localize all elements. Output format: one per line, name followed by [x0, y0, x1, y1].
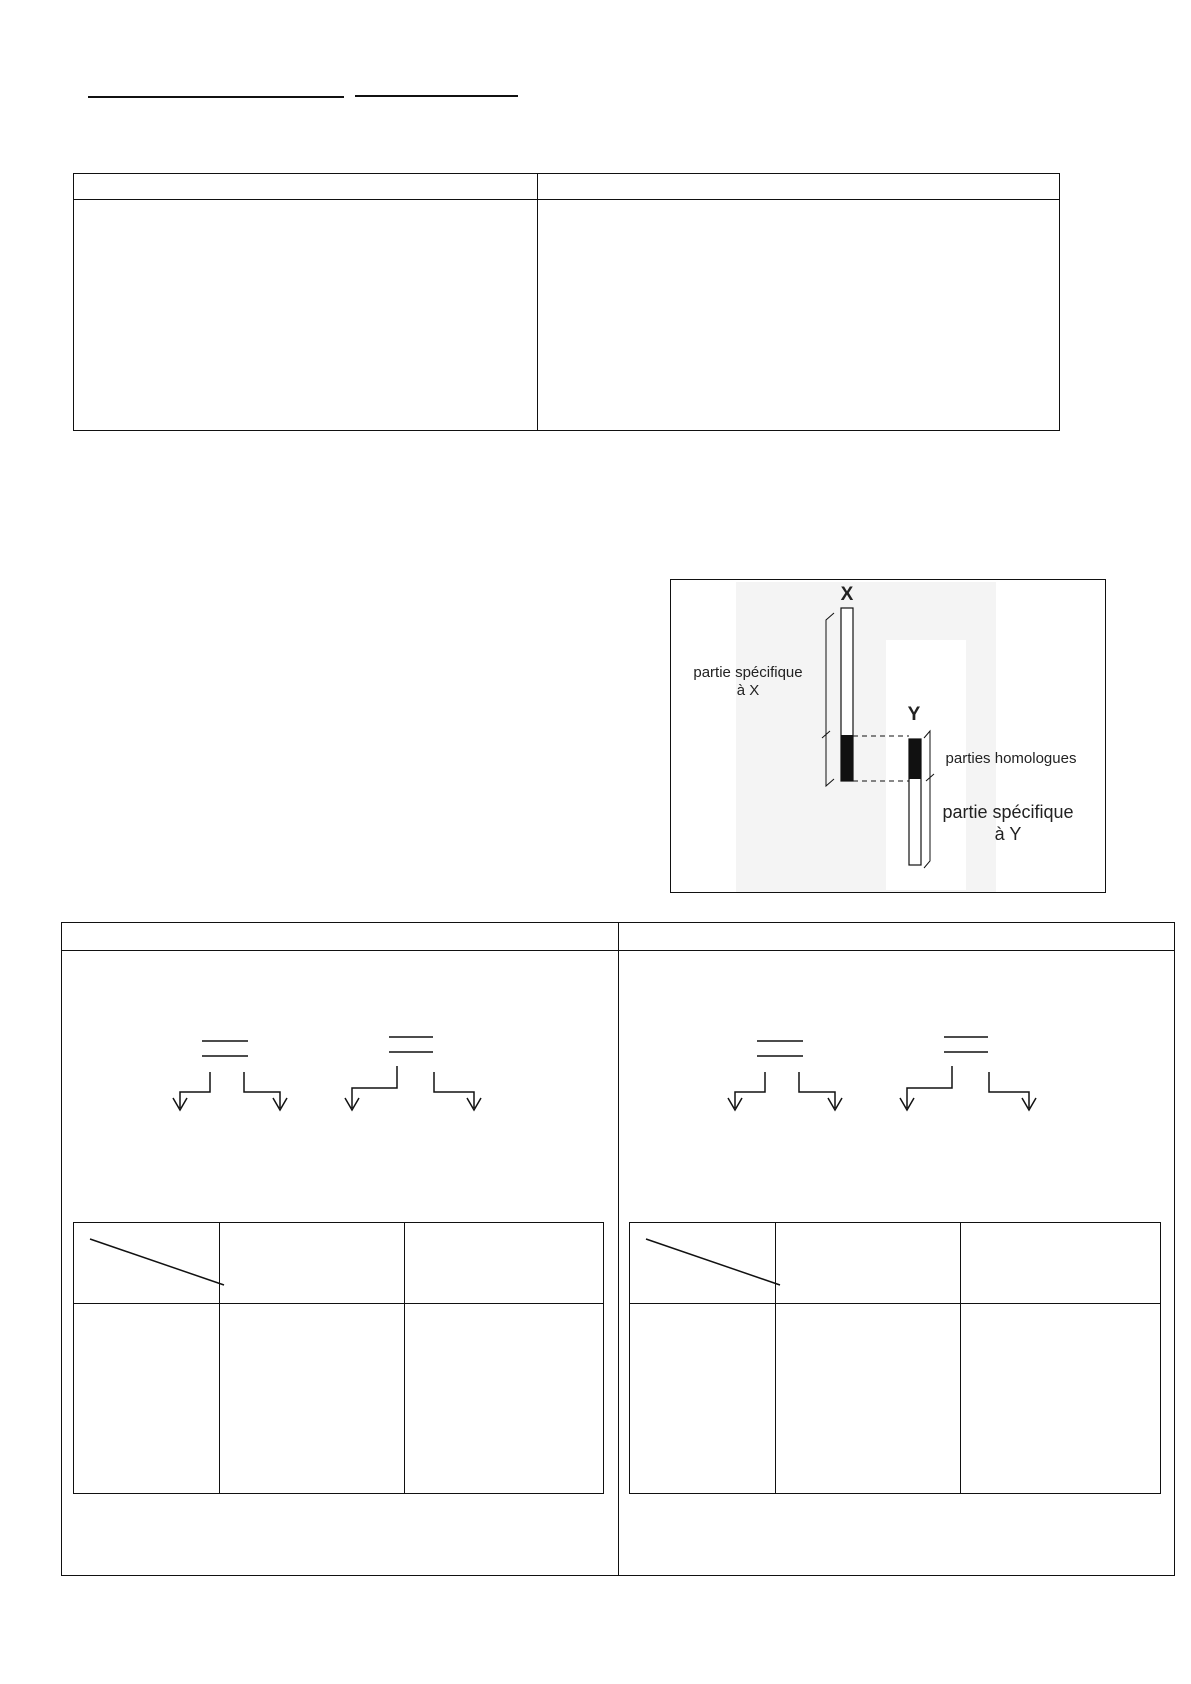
grid-right-col-line-2 — [960, 1223, 961, 1493]
punnett-grid-right — [629, 1222, 1161, 1494]
grid-left-row-line — [74, 1303, 603, 1304]
grid-left-col-line-2 — [404, 1223, 405, 1493]
label-specific-y-line2: à Y — [994, 824, 1022, 844]
punnett-grid-left — [73, 1222, 604, 1494]
label-specific-x-line2: à X — [736, 682, 760, 699]
grid-right-row-line — [630, 1303, 1160, 1304]
label-specific-x-line1: partie spécifique — [693, 664, 803, 681]
grid-left-corner-diagonal — [74, 1223, 224, 1303]
label-x: X — [840, 584, 854, 605]
grid-right-corner-diagonal — [630, 1223, 780, 1303]
label-y: Y — [907, 704, 921, 725]
label-homologous: parties homologues — [945, 750, 1077, 767]
label-specific-y-line1: partie spécifique — [942, 802, 1074, 822]
